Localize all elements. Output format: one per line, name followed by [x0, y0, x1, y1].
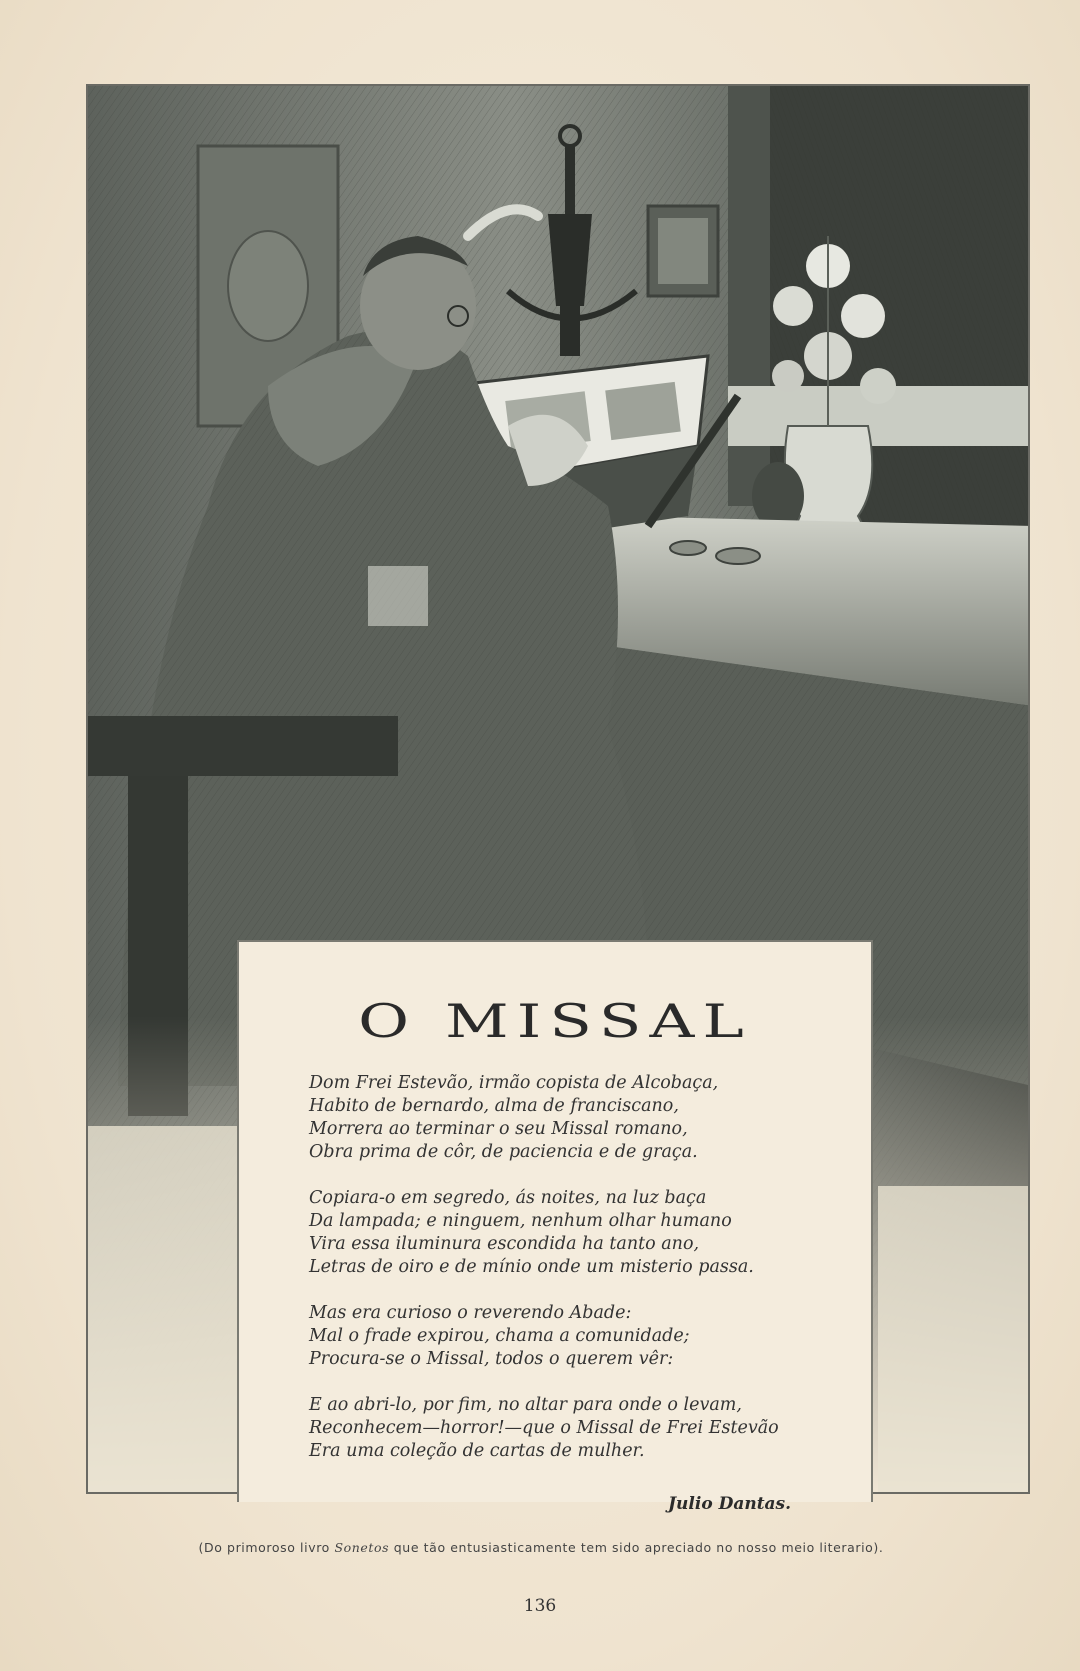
verse: Mal o frade expirou, chama a comunidade; [309, 1326, 690, 1346]
verse: Procura-se o Missal, todos o querem vêr: [309, 1349, 674, 1369]
verse: Habito de bernardo, alma de franciscano, [309, 1096, 679, 1116]
page-number: 136 [523, 1596, 557, 1616]
verse: Obra prima de côr, de paciencia e de graça. [309, 1142, 698, 1162]
footnote [96, 1540, 986, 1555]
poem-title: O MISSAL [358, 994, 752, 1048]
poem-body [309, 1072, 829, 1486]
poem-panel [237, 940, 873, 1502]
verse: Dom Frei Estevão, irmão copista de Alcobaça, [309, 1073, 719, 1093]
stanza-1 [309, 1072, 829, 1164]
verse: Morrera ao terminar o seu Missal romano, [309, 1119, 688, 1139]
verse: Vira essa iluminura escondida ha tanto ano, [309, 1234, 700, 1254]
poem-author: Julio Dantas. [668, 1494, 792, 1514]
footnote-text-before: (Do primoroso livro [198, 1540, 335, 1555]
footnote-text-after: que tão entusiasticamente tem sido apreciado no nosso meio literario). [389, 1540, 884, 1555]
verse: E ao abri-lo, por fim, no altar para onde o levam, [309, 1395, 742, 1415]
verse: Copiara-o em segredo, ás noites, na luz baça [309, 1188, 707, 1208]
stanza-2 [309, 1187, 829, 1279]
stanza-4 [309, 1394, 829, 1463]
verse: Reconhecem—horror!—que o Missal de Frei Estevão [309, 1418, 779, 1438]
verse: Mas era curioso o reverendo Abade: [309, 1303, 632, 1323]
verse: Letras de oiro e de mínio onde um misterio passa. [309, 1257, 754, 1277]
verse: Da lampada; e ninguem, nenhum olhar humano [309, 1211, 732, 1231]
stanza-3 [309, 1302, 829, 1371]
verse: Era uma coleção de cartas de mulher. [309, 1441, 645, 1461]
footnote-book-title: Sonetos [334, 1540, 390, 1555]
